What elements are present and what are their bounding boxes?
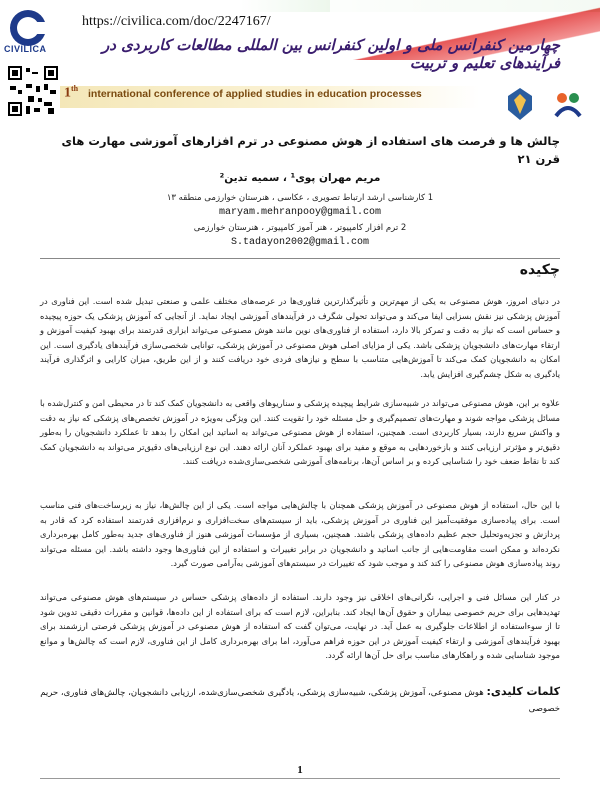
keywords-block bbox=[40, 684, 560, 717]
organization-logo-icon bbox=[550, 86, 586, 122]
page-number: 1 bbox=[297, 764, 303, 776]
conference-number: 1th bbox=[64, 84, 79, 101]
abstract-heading: چکیده bbox=[519, 262, 560, 278]
affiliation-2: 2 ترم افزار کامپیوتر ، هنر آموز کامپیوتر ، هنرستان خوارزمی bbox=[193, 223, 407, 233]
article-title: چالش ها و فرصت های استفاده از هوش مصنوعی در ترم افزارهای آموزشی مهارت های قرن ۲۱ bbox=[61, 134, 560, 166]
conference-persian-title: چهارمین کنفرانس ملی و اولین کنفرانس بین المللی مطالعات کاربردی در فرآیندهای تعلیم و تربیت bbox=[102, 36, 560, 72]
affiliation-1: 1 کارشناسی ارشد ارتباط تصویری ، عکاسی ، هنرستان خوارزمی منطقه ۱۳ bbox=[166, 193, 434, 203]
affiliation-2-email[interactable]: S.tadayon2002@gmail.com bbox=[230, 237, 370, 248]
affiliation-1-email[interactable]: maryam.mehranpooy@gmail.com bbox=[218, 207, 382, 218]
footer-divider bbox=[40, 778, 560, 779]
article-authors: مریم مهران پوی¹ ، سمیه تدین² bbox=[219, 172, 381, 184]
university-emblem-icon bbox=[502, 86, 538, 122]
civilica-brand-text[interactable]: CIVILICA bbox=[4, 44, 47, 54]
civilica-logo-icon[interactable] bbox=[6, 8, 54, 48]
abstract-paragraph: علاوه بر این، هوش مصنوعی می‌تواند در شبیه‌سازی شرایط پیچیده پزشکی و سناریوهای واقعی به دانشجویان کمک کند تا در محیطی امن و کنترل‌شده با مسائل پزشکی مواجه شوند و مهارت‌های تصمیم‌گیری و حل مسئله خود را تقویت کنند. این ویژگی به‌ویژه در آموزش تخصص‌های پزشکی که نیاز به دقت و واکنش سریع دارند، بسیار کاربردی است. همچنین، استفاده از هوش مصنوعی می‌تواند به اساتید این امکان را بدهد تا عملکرد دانشجویان را به‌طور دقیق‌تر و مؤثرتر ارزیابی کنند و بازخوردهایی به موقع و مفید برای بهبود عملکرد آنان ارائه دهند. این نوع ارزیابی‌های دقیق‌تر می‌تواند به دانشجویان کمک کند تا نقاط ضعف خود را شناسایی کرده و بر اساس آن‌ها، برنامه‌های آموزشی شخصی‌سازی‌شده دریافت کنند. bbox=[40, 398, 560, 467]
abstract-paragraph: با این حال، استفاده از هوش مصنوعی در آموزش پزشکی همچنان با چالش‌هایی مواجه است. یکی از این چالش‌ها، نیاز به زیرساخت‌های فنی مناسب است. برای پیاده‌سازی موفقیت‌آمیز این فناوری در آموزش پزشکی، باید از سیستم‌های سخت‌افزاری و نرم‌افزاری قدرتمند استفاده کرد که قادر به پردازش و تجزیه‌وتحلیل حجم عظیم داده‌های پزشکی باشند. همچنین، بسیاری از مؤسسات آموزشی هنوز از فناوری‌های جدید به‌طور کامل بهره‌برداری نکرده‌اند و ممکن است مقاومت‌هایی از جانب اساتید و دانشجویان در برابر تغییرات و استفاده از این فناوری‌ها وجود داشته باشد. این مسئله می‌تواند روند پیاده‌سازی هوش مصنوعی را کند کند و موجب شود که تغییرات در سیستم‌های آموزشی به‌آرامی صورت گیرد. bbox=[40, 500, 560, 569]
qr-code-icon bbox=[8, 66, 58, 116]
conference-english-title: international conference of applied studies in education processes bbox=[88, 88, 422, 100]
conference-header bbox=[0, 0, 600, 130]
section-divider bbox=[40, 258, 560, 259]
keywords-label: کلمات کلیدی: bbox=[486, 685, 560, 698]
document-url[interactable]: https://civilica.com/doc/2247167/ bbox=[82, 14, 271, 29]
abstract-paragraph: در دنیای امروز، هوش مصنوعی به یکی از مهم‌ترین و تأثیرگذارترین فناوری‌ها در عرصه‌های مختلف علمی و صنعتی تبدیل شده است. این فناوری در آموزش پزشکی نیز نقش بسزایی ایفا می‌کند و می‌تواند تحولی شگرف در فرآیندهای آموزشی ایجاد نماید. از آنجایی که آموزش پزشکی یک حوزه پیچیده و حساس است که نیاز به دقت و تمرکز بالا دارد، استفاده از فناوری‌های نوین مانند هوش مصنوعی می‌تواند ابزاری قدرتمند برای بهبود کیفیت آموزش و ارتقاء مهارت‌های دانشجویان پزشکی باشد. یکی از مزایای اصلی هوش مصنوعی در آموزش پزشکی، توانایی شخصی‌سازی فرآیندهای یادگیری است. این امکان به دانشجویان کمک می‌کند تا آموزش‌هایی متناسب با سطح و نیازهای فردی خود دریافت کنند و از این طریق، میزان کارایی و اثرگذاری فرآیند یادگیری به شکل چشم‌گیری افزایش یابد. bbox=[40, 296, 560, 379]
keywords-list: هوش مصنوعی، آموزش پزشکی، شبیه‌سازی پزشکی، یادگیری شخصی‌سازی‌شده، ارزیابی دانشجویان، چالش‌های فناوری، حریم خصوصی bbox=[40, 688, 560, 714]
abstract-paragraph: در کنار این مسائل فنی و اجرایی، نگرانی‌های اخلاقی نیز وجود دارند. استفاده از داده‌های پزشکی حساس در سیستم‌های هوش مصنوعی می‌تواند تهدیدهایی برای حریم خصوصی بیماران و حقوق آن‌ها ایجاد کند. بنابراین، لازم است که برای استفاده از این داده‌ها، قوانین و مقررات دقیقی تدوین شود تا از سوءاستفاده از اطلاعات جلوگیری به عمل آید. در نهایت، می‌توان گفت که استفاده از هوش مصنوعی در آموزش پزشکی فرصتی ارزشمند برای بهبود فرآیندهای آموزشی و ارتقاء کیفیت آموزش در این حوزه فراهم می‌آورد، اما برای بهره‌برداری کامل از این فناوری، لازم است که چالش‌ها و موانع موجود شناسایی شده و راهکارهای مناسب برای حل آن‌ها ارائه گردد. bbox=[40, 592, 560, 661]
